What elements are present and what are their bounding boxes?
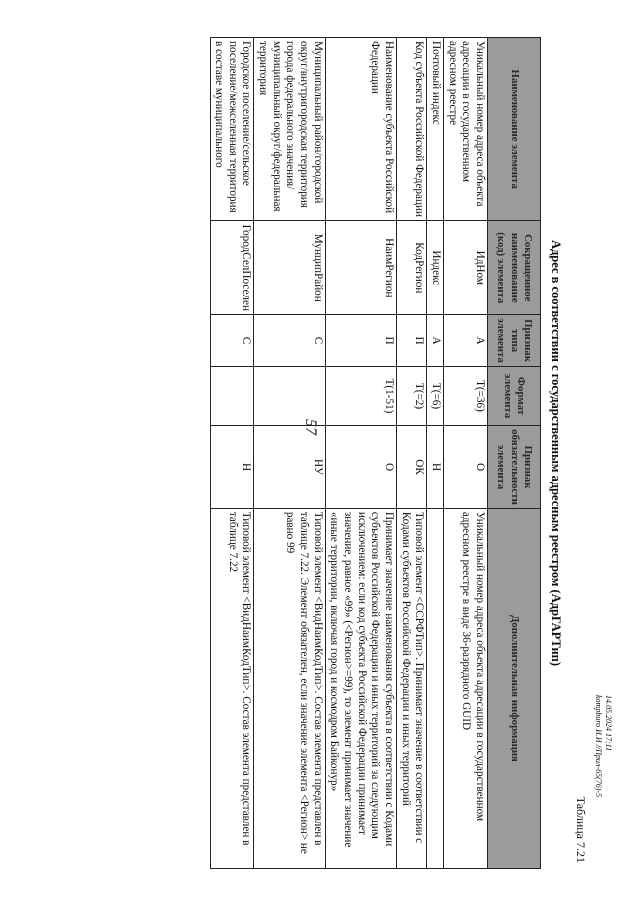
table-row: [427, 38, 444, 869]
cell-info: Типовой элемент <ВидНаимКодТип>. Состав элемента представлен в таблице 7.22. Элемент обязателен, если значение элемента <Регион> не равно 99: [254, 508, 325, 868]
header-info: Дополнительная информация: [488, 508, 541, 868]
header-type: Признак типа элемента: [488, 315, 541, 367]
table-row: [210, 38, 254, 869]
stamp-datetime: 14.05.2024 17:11: [604, 695, 613, 752]
cell-required: О: [325, 426, 396, 509]
cell-code: МунципРайон: [254, 221, 325, 315]
rotated-page: [117, 37, 587, 869]
cell-required: Н: [210, 426, 254, 509]
cell-name: Код субъекта Российской Федерации: [397, 38, 427, 221]
cell-type: П: [325, 315, 396, 367]
cell-code: ГородСелПоселен: [210, 221, 254, 315]
cell-required: ОК: [397, 426, 427, 509]
cell-type: П: [397, 315, 427, 367]
header-required: Признак обязательности элемента: [488, 426, 541, 509]
cell-format: T(=36): [444, 366, 488, 425]
rotated-content: [117, 37, 587, 869]
print-stamp: [573, 0, 613, 905]
cell-code: НаимРегион: [325, 221, 396, 315]
cell-type: С: [210, 315, 254, 367]
cell-type: А: [427, 315, 444, 367]
cell-format: T(1-51): [325, 366, 396, 425]
cell-format: [254, 366, 325, 425]
cell-required: НУ: [254, 426, 325, 509]
table-label: Таблица 7.21: [574, 796, 588, 863]
header-format: Формат элемента: [488, 366, 541, 425]
cell-info: Уникальный номер адреса объекта адресации в государственном адресном реестре в виде 36-разрядного GUID: [444, 508, 488, 868]
cell-name: Почтовый индекс: [427, 38, 444, 221]
cell-info: Типовой элемент <ВидНаимКодТип>. Состав элемента представлен в таблице 7.22: [210, 508, 254, 868]
cell-name: Уникальный номер адреса объекта адресации в государственном адресном реестре: [444, 38, 488, 221]
cell-code: Индекс: [427, 221, 444, 315]
print-stamp-text: [573, 695, 613, 895]
table-caption: Адрес в соответствии с государственным адресным реестром (АдрГАРТип): [549, 239, 563, 667]
cell-type: С: [254, 315, 325, 367]
table-row: [444, 38, 488, 869]
cell-name: Муниципальный район/городской округ/внутригородская территория города федерального значения/муниципальный округ/федеральная территория: [254, 38, 325, 221]
address-table: [210, 37, 541, 869]
stamp-author: kompburo И.И //Прил-65(76)-5: [593, 695, 603, 798]
cell-code: ИдНом: [444, 221, 488, 315]
cell-format: T(=2): [397, 366, 427, 425]
cell-name: Наименование субъекта Российской Федерации: [325, 38, 396, 221]
table-row: [254, 38, 325, 869]
cell-format: T(=6): [427, 366, 444, 425]
header-code: Сокращенное наименование (код) элемента: [488, 221, 541, 315]
page-number: 57: [302, 419, 319, 435]
header-row: [488, 38, 541, 869]
cell-required: О: [444, 426, 488, 509]
cell-code: КодРегион: [397, 221, 427, 315]
cell-format: [210, 366, 254, 425]
cell-name: Городское поселение/сельское поселение/межселенная территория в составе муниципального: [210, 38, 254, 221]
cell-info: [427, 508, 444, 868]
cell-type: А: [444, 315, 488, 367]
header-name: Наименование элемента: [488, 38, 541, 221]
cell-info: Принимает значение наименования субъекта в соответствии с Кодами субъектов Российской Федерации и иных территорий за следующим исключением: если код субъекта Российской Федерации принимает значение, равное «99» (<Регион>=99), то элемент принимает значение «иные территории, включая город и космодром Байконур»: [325, 508, 396, 868]
cell-info: Типовой элемент <ССРФТип>. Принимает значение в соответствии с Кодами субъектов Российской Федерации и иных территорий: [397, 508, 427, 868]
cell-required: Н: [427, 426, 444, 509]
table-row: [325, 38, 396, 869]
table-row: [397, 38, 427, 869]
